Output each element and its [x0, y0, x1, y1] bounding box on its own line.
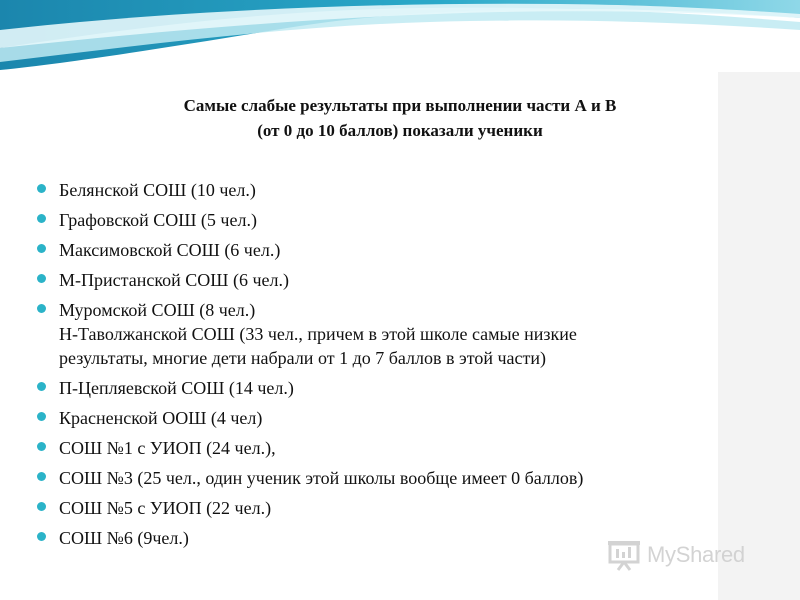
list-item — [36, 376, 726, 400]
bullet-icon — [37, 502, 46, 511]
list-item-text: СОШ №3 (25 чел., один ученик этой школы вообще имеет 0 баллов) — [59, 468, 584, 488]
list-item-text: Красненской ООШ (4 чел) — [59, 408, 263, 428]
bullet-icon — [37, 412, 46, 421]
bullet-icon — [37, 532, 46, 541]
list-item — [36, 436, 726, 460]
list-item — [36, 268, 726, 292]
bullet-icon — [37, 184, 46, 193]
list-item — [36, 496, 726, 520]
list-item-text: Н-Таволжанской СОШ (33 чел., причем в этой школе самые низкие — [59, 324, 577, 344]
slide-title-line-1: Самые слабые результаты при выполнении части А и В — [183, 96, 617, 115]
bullet-icon — [37, 472, 46, 481]
list-item-text: М-Пристанской СОШ (6 чел.) — [59, 270, 289, 290]
myshared-watermark — [607, 538, 745, 572]
list-item-text: СОШ №1 с УИОП (24 чел.), — [59, 438, 276, 458]
school-list — [36, 178, 726, 556]
header-banner — [0, 0, 800, 72]
list-item-text: Максимовской СОШ (6 чел.) — [59, 240, 281, 260]
list-item — [36, 178, 726, 202]
bullet-icon — [37, 244, 46, 253]
list-item-text: Муромской СОШ (8 чел.) — [59, 300, 256, 320]
list-item — [36, 406, 726, 430]
bullet-icon — [37, 442, 46, 451]
list-item — [36, 208, 726, 232]
list-item — [36, 298, 726, 370]
list-item-text: СОШ №6 (9чел.) — [59, 528, 189, 548]
watermark-text: MyShared — [647, 542, 745, 567]
bullet-icon — [37, 304, 46, 313]
bullet-icon — [37, 382, 46, 391]
list-item-text: П-Цепляевской СОШ (14 чел.) — [59, 378, 294, 398]
page-shade — [718, 72, 800, 600]
slide-title — [60, 93, 740, 143]
list-item-text: результаты, многие дети набрали от 1 до 7 баллов в этой части) — [59, 348, 547, 368]
list-item — [36, 466, 726, 490]
presentation-board-icon — [607, 539, 641, 571]
bullet-icon — [37, 274, 46, 283]
bullet-icon — [37, 214, 46, 223]
list-item — [36, 238, 726, 262]
list-item-text: Графовской СОШ (5 чел.) — [59, 210, 257, 230]
slide-title-line-2: (от 0 до 10 баллов) показали ученики — [257, 121, 543, 140]
list-item-text: Белянской СОШ (10 чел.) — [59, 180, 256, 200]
list-item-text: СОШ №5 с УИОП (22 чел.) — [59, 498, 272, 518]
